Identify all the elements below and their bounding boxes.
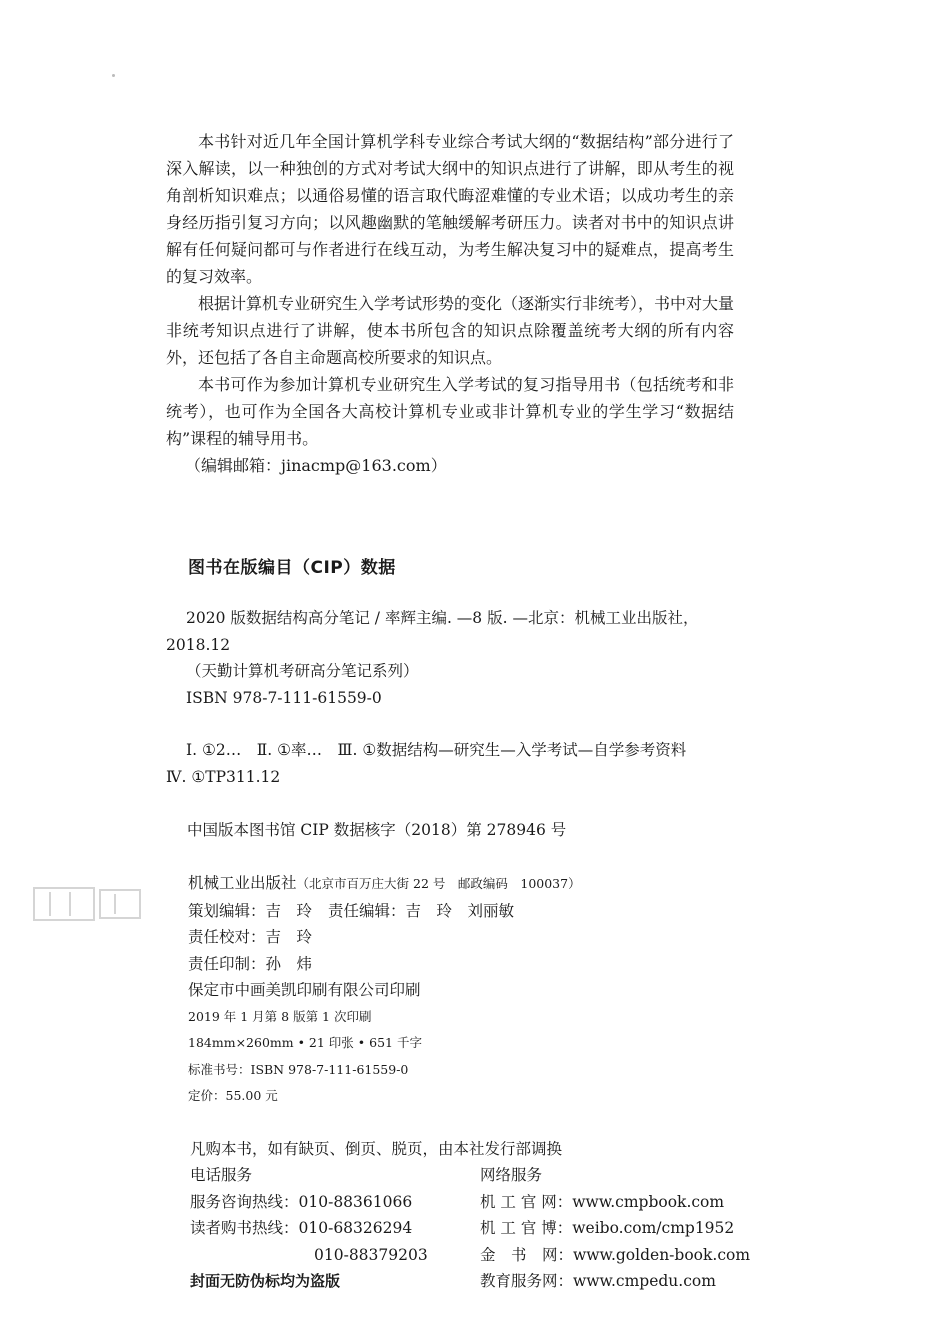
printing-supervisor-label: 责任印制： <box>188 954 266 973</box>
service-info <box>190 1136 770 1302</box>
net-service-header: 网络服务 <box>480 1166 543 1184</box>
proofreader: 吉 玲 <box>265 928 313 946</box>
description-paragraph-1: 本书针对近几年全国计算机学科专业综合考试大纲的“数据结构”部分进行了深入解读，以一种独创的方式对考试大纲中的知识点进行了讲解，即从考生的视角剖析知识难点；以通俗易懂的语言取代晦涩难懂的专业术语；以成功考生的亲身经历指引复习方向；以风趣幽默的笔触缓解考研压力。读者对书中的知识点讲解有任何疑问都可与作者进行在线互动，为考生解决复习中的疑难点，提高考生的复习效率。 <box>166 132 734 286</box>
anti-counterfeit-notice: 封面无防伪标均为盗版 <box>190 1272 341 1290</box>
replacement-notice: 凡购本书，如有缺页、倒页、脱页，由本社发行部调换 <box>190 1140 563 1158</box>
planning-editor: 吉 玲 <box>265 901 313 920</box>
printer-line: 保定市中画美凯印刷有限公司印刷 <box>188 981 421 999</box>
price-line: 定价：55.00 元 <box>188 1088 278 1103</box>
standard-number-line: 标准书号：ISBN 978-7-111-61559-0 <box>188 1061 409 1077</box>
phone-service-header: 电话服务 <box>190 1166 253 1184</box>
cip-main-entry: 2020 版数据结构高分笔记 / 率辉主编. —8 版. —北京：机械工业出版社，2018.12 <box>166 609 699 654</box>
cip-classification-block <box>166 737 706 790</box>
printing-supervisor: 孙 炜 <box>265 954 313 973</box>
purchase-hotline-2: 010-88379203 <box>314 1245 428 1264</box>
scan-speck <box>112 74 115 77</box>
printing-supervisor-line <box>188 951 748 978</box>
net-service-column <box>480 1162 770 1295</box>
publisher-address: （北京市百万庄大街 22 号 邮政编码 100037） <box>296 876 581 891</box>
golden-book-site: 金 书 网：www.golden-book.com <box>480 1245 751 1264</box>
responsible-editor-label: 责任编辑： <box>328 901 406 920</box>
format-line: 184mm×260mm • 21 印张 • 651 千字 <box>188 1035 422 1050</box>
official-weibo: 机 工 官 博：weibo.com/cmp1952 <box>480 1219 735 1237</box>
proofreader-line <box>188 924 748 951</box>
education-service-site: 教育服务网：www.cmpedu.com <box>480 1272 716 1290</box>
planning-editor-label: 策划编辑： <box>188 901 266 920</box>
responsible-editor: 吉 玲 刘丽敏 <box>405 901 515 920</box>
cip-record-number-block <box>187 817 727 844</box>
description-paragraph-2: 根据计算机专业研究生入学考试形势的变化（逐渐实行非统考），书中对大量非统考知识点进行了讲解，使本书所包含的知识点除覆盖统考大纲的所有内容外，还包括了各自主命题高校所要求的知识点。 <box>166 294 735 367</box>
service-columns <box>190 1162 770 1302</box>
phone-service-column <box>190 1162 470 1295</box>
description-paragraph-3: 本书可作为参加计算机专业研究生入学考试的复习指导用书（包括统考和非统考），也可作为全国各大高校计算机专业或非计算机专业的学生学习“数据结构”课程的辅导用书。 <box>166 375 734 448</box>
publisher-info <box>188 870 748 1110</box>
cip-record-block <box>166 605 706 711</box>
edition-line: 2019 年 1 月第 8 版第 1 次印刷 <box>188 1008 372 1024</box>
editor-email: （编辑邮箱：jinacmp@163.com） <box>185 456 447 475</box>
cip-classification: Ⅰ. ①2… Ⅱ. ①率… Ⅲ. ①数据结构—研究生—入学考试—自学参考资料 Ⅳ. ①TP311.12 <box>166 741 702 786</box>
consult-hotline: 服务咨询热线：010-88361066 <box>190 1192 413 1211</box>
publisher-name: 机械工业出版社 <box>188 874 297 892</box>
purchase-hotline: 读者购书热线：010-68326294 <box>190 1219 413 1237</box>
book-description <box>166 128 734 479</box>
proofreader-label: 责任校对： <box>188 928 266 946</box>
publisher-line <box>188 870 748 898</box>
official-website: 机 工 官 网：www.cmpbook.com <box>480 1192 725 1211</box>
cip-record-number: 中国版本图书馆 CIP 数据核字（2018）第 278946 号 <box>187 821 567 839</box>
cip-title: 图书在版编目（CIP）数据 <box>188 558 396 578</box>
cip-series: （天勤计算机考研高分笔记系列） <box>186 662 419 680</box>
library-stamp-icon <box>30 880 150 930</box>
editors-line <box>188 898 748 925</box>
cip-isbn: ISBN 978-7-111-61559-0 <box>186 688 382 707</box>
